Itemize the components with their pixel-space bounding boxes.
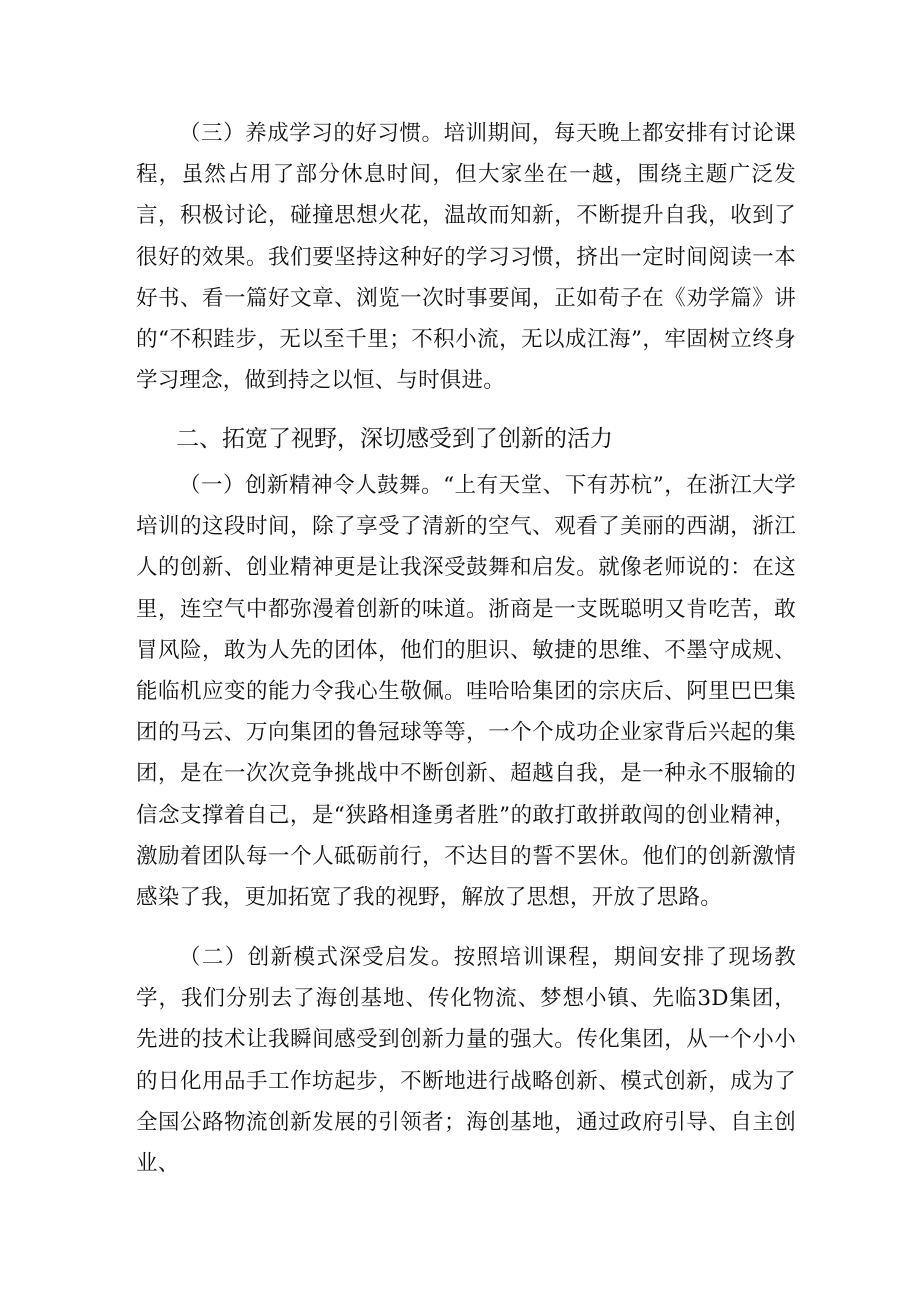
section-heading: 二、拓宽了视野，深切感受到了创新的活力	[176, 426, 613, 452]
paragraph-innovation-model: （二）创新模式深受启发。按照培训课程，期间安排了现场教学，我们分别去了海创基地、传化物流、梦想小镇、先临3D集团，先进的技术让我瞬间感受到创新力量的强大。传化集团，从一个小小的日化用品手工作坊起步，不断地进行战略创新、模式创新，成为了全国公路物流创新发展的引领者；海创基地，通过政府引导、自主创业、	[136, 945, 796, 1177]
paragraph-study-habits: （三）养成学习的好习惯。培训期间，每天晚上都安排有讨论课程，虽然占用了部分休息时间，但大家坐在一越，围绕主题广泛发言，积极讨论，碰撞思想火花，温故而知新，不断提升自我，收到了很好的效果。我们要坚持这种好的学习习惯，挤出一定时间阅读一本好书、看一篇好文章、浏览一次时事要闻，正如荀子在《劝学篇》讲的“不积跬步，无以至千里；不积小流，无以成江海”，牢固树立终身学习理念，做到持之以恒、与时俱进。	[136, 121, 796, 394]
paragraph-innovation-spirit: （一）创新精神令人鼓舞。“上有天堂、下有苏杭”，在浙江大学培训的这段时间，除了享受了清新的空气、观看了美丽的西湖，浙江人的创新、创业精神更是让我深受鼓舞和启发。就像老师说的：在这里，连空气中都弥漫着创新的味道。浙商是一支既聪明又肯吃苦，敢冒风险，敢为人先的团体，他们的胆识、敏捷的思维、不墨守成规、能临机应变的能力令我心生敬佩。哇哈哈集团的宗庆后、阿里巴巴集团的马云、万向集团的鲁冠球等等，一个个成功企业家背后兴起的集团，是在一次次竞争挑战中不断创新、超越自我，是一种永不服输的信念支撑着自己，是“狭路相逢勇者胜”的敢打敢拼敢闯的创业精神，激励着团队每一个人砥砺前行，不达目的誓不罢休。他们的创新激情感染了我，更加拓宽了我的视野，解放了思想，开放了思路。	[136, 473, 796, 911]
